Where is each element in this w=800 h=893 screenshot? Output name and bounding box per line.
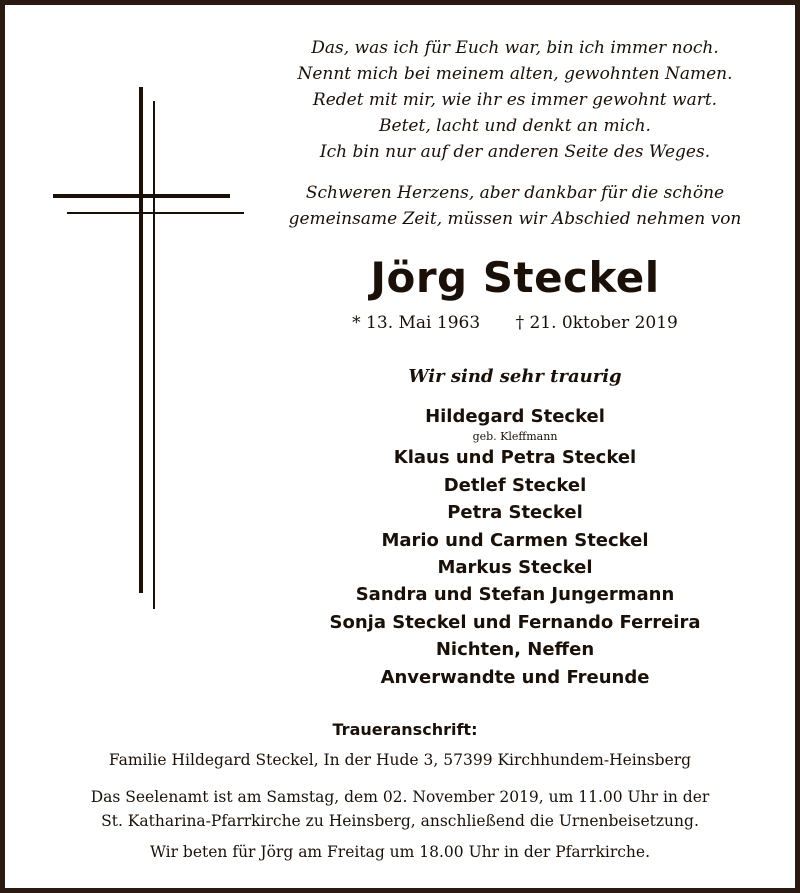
- poem-line: Redet mit mir, wie ihr es immer gewohnt wart.: [312, 90, 718, 110]
- intro-line: Schweren Herzens, aber dankbar für die schöne: [305, 183, 725, 203]
- mourner: Sandra und Stefan Jungermann: [355, 584, 675, 606]
- mourner: Sonja Steckel und Fernando Ferreira: [329, 611, 701, 633]
- poem-line: Das, was ich für Euch war, bin ich immer noch.: [311, 38, 719, 58]
- service-line: St. Katharina-Pfarrkirche zu Heinsberg, anschließend die Urnenbeisetzung.: [101, 812, 699, 830]
- deceased-name: Jörg Steckel: [370, 253, 660, 302]
- mourning-line: Wir sind sehr traurig: [408, 366, 622, 387]
- poem-line: Ich bin nur auf der anderen Seite des Weges.: [319, 142, 711, 162]
- mourners-list: [275, 403, 755, 691]
- mourner: Anverwandte und Freunde: [380, 666, 650, 688]
- cross-vertical-bar: [139, 87, 143, 593]
- death-date: † 21. 0ktober 2019: [515, 313, 678, 333]
- farewell-intro: [275, 180, 755, 232]
- intro-line: gemeinsame Zeit, müssen wir Abschied nehmen von: [288, 209, 742, 229]
- prayer-info: Wir beten für Jörg am Freitag um 18.00 Uhr in der Pfarrkirche.: [149, 843, 651, 861]
- poem-line: Nennt mich bei meinem alten, gewohnten Namen.: [297, 64, 733, 84]
- poem: [275, 35, 755, 165]
- maiden-name-note: geb. Kleffmann: [472, 430, 558, 444]
- address-label-row: [5, 718, 800, 742]
- service-line: Das Seelenamt ist am Samstag, dem 02. November 2019, um 11.00 Uhr in der: [90, 788, 710, 806]
- birth-date: * 13. Mai 1963: [352, 313, 481, 333]
- mourning-address: Familie Hildegard Steckel, In der Hude 3, 57399 Kirchhundem-Heinsberg: [108, 751, 692, 769]
- mourner: Hildegard Steckel: [425, 406, 605, 427]
- life-dates: [275, 310, 755, 336]
- mourner: Mario und Carmen Steckel: [381, 529, 649, 551]
- mourner: Markus Steckel: [437, 557, 593, 579]
- poem-line: Betet, lacht und denkt an mich.: [379, 116, 651, 136]
- address-label: Traueranschrift:: [332, 720, 478, 739]
- mourner: Detlef Steckel: [443, 474, 587, 496]
- mourner: Nichten, Neffen: [435, 639, 595, 661]
- cross-vertical-shadow: [153, 101, 155, 609]
- cross-horizontal-bar: [53, 194, 230, 198]
- service-info: [5, 785, 795, 833]
- mourner: Klaus und Petra Steckel: [393, 447, 637, 469]
- cross-horizontal-shadow: [67, 212, 244, 214]
- mourner: Petra Steckel: [447, 502, 583, 524]
